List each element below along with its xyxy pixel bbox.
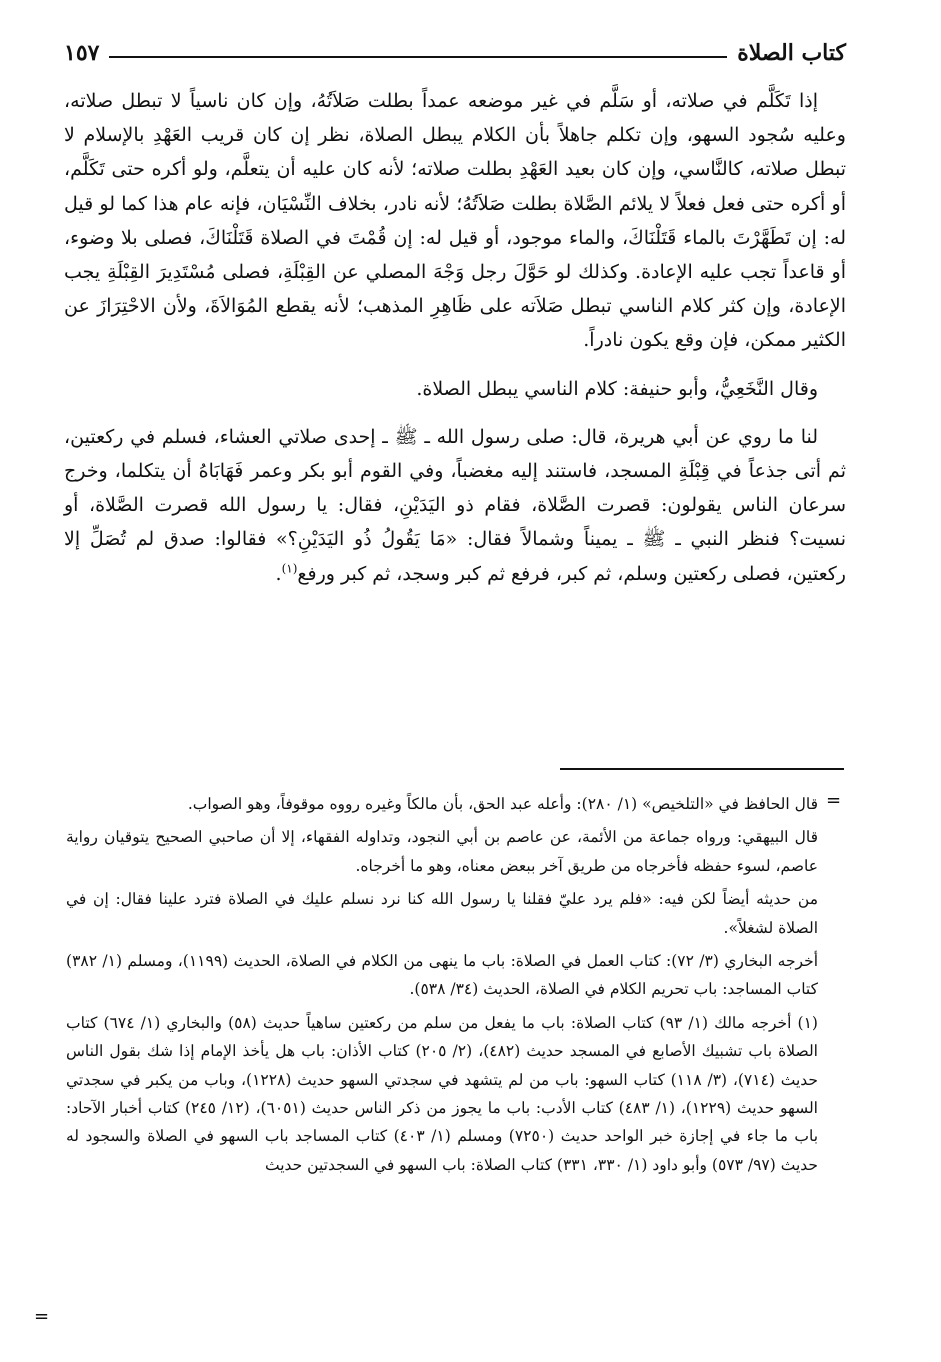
paragraph-2: وقال النَّخَعِيُّ، وأبو حنيفة: كلام الناسي يبطل الصلاة. bbox=[416, 377, 818, 400]
paragraph-3-text: لنا ما روي عن أبي هريرة، قال: صلى رسول الله ـ ﷺ ـ إحدى صلاتي العشاء، فسلم في ركعتين، ثم أتى جذعاً في قِبْلَةِ المسجد، فاستند إليه مغضباً، وفي القوم أبو بكر وعمر فَهَابَاهُ أن يتكلما، وخرج سرعان الناس يقولون: قصرت الصَّلاة، فقام ذو اليَدَيْنِ، فقال: يا رسول الله قصرت الصَّلاة، أو نسيت؟ فنظر النبي ـ ﷺ ـ يميناً وشمالاً فقال: «مَا يَقُولُ ذُو اليَدَيْنِ؟» فقالوا: صدق لم تُصَلِّ إلا ركعتين، فصلى ركعتين وسلم، ثم كبر، فرفع ثم كبر وسجد، ثم كبر ورفع bbox=[64, 425, 846, 585]
footnotes bbox=[66, 790, 818, 1184]
continued-mark: = bbox=[34, 1306, 50, 1327]
header-rule bbox=[109, 56, 727, 58]
footnote-continued-2: قال البيهقي: ورواه جماعة من الأئمة، عن عاصم بن أبي النجود، وتداوله الفقهاء، إلا أن صاحبي الصحيح يتوقيان رواية عاصم، لسوء حفظه فأخرجاه من طريق آخر ببعض معناه، وهو ما أخرجاه. bbox=[66, 828, 818, 875]
chapter-title: كتاب الصلاة bbox=[737, 40, 846, 66]
running-header bbox=[64, 28, 846, 64]
paragraph-3: لنا ما روي عن أبي هريرة، قال: صلى رسول الله ـ ﷺ ـ إحدى صلاتي العشاء، فسلم في ركعتين، ثم أتى جذعاً في قِبْلَةِ المسجد، فاستند إليه مغضباً، وفي القوم أبو بكر وعمر فَهَابَاهُ أن يتكلما، وخرج سرعان الناس يقولون: قصرت الصَّلاة، فقام ذو اليَدَيْنِ، فقال: يا رسول الله قصرت الصَّلاة، أو نسيت؟ فنظر النبي ـ ﷺ ـ يميناً وشمالاً فقال: «مَا يَقُولُ ذُو اليَدَيْنِ؟» فقالوا: صدق لم تُصَلِّ إلا ركعتين، فصلى ركعتين وسلم، ثم كبر، فرفع ثم كبر وسجد، ثم كبر ورفع$^{(١)}$. bbox=[64, 425, 846, 585]
main-text bbox=[64, 84, 846, 591]
footnote-continued-3: من حديثه أيضاً لكن فيه: «فلم يرد عليّ فقلنا يا رسول الله كنا نرد نسلم عليك في الصلاة فترد علينا فقال: إن في الصلاة لشغلاً». bbox=[66, 890, 818, 937]
footnote-continued-4: أخرجه البخاري (٣/ ٧٢): كتاب العمل في الصلاة: باب ما ينهى من الكلام في الصلاة، الحديث (١١٩٩)، ومسلم (١/ ٣٨٢) كتاب المساجد: باب تحريم الكلام في الصلاة، الحديث (٣٤/ ٥٣٨). bbox=[66, 952, 818, 999]
continuation-mark: = bbox=[826, 790, 842, 811]
footnote-1: (١) أخرجه مالك (١/ ٩٣) كتاب الصلاة: باب ما يفعل من سلم من ركعتين ساهياً حديث (٥٨) والبخاري (١/ ٦٧٤) كتاب الصلاة باب تشبيك الأصابع في المسجد حديث (٤٨٢)، (٢/ ٢٠٥) كتاب الأذان: باب هل يأخذ الإمام إذا شك بقول الناس حديث (٧١٤)، (٣/ ١١٨) كتاب السهو: باب من لم يتشهد في سجدتي السهو حديث (١٢٢٨)، وباب من يكبر في سجدتي السهو حديث (١٢٢٩)، (١/ ٤٨٣) كتاب الأدب: باب ما يجوز من ذكر الناس حديث (٦٠٥١)، (١٢/ ٢٤٥) كتاب أخبار الآحاد: باب ما جاء في إجازة خبر الواحد حديث (٧٢٥٠) ومسلم (١/ ٤٠٣) كتاب المساجد باب السهو في الصلاة والسجود له حديث (٩٧/ ٥٧٣) وأبو داود (١/ ٣٣٠، ٣٣١) كتاب الصلاة: باب السهو في السجدتين حديث bbox=[66, 1013, 819, 1174]
page-number: ١٥٧ bbox=[64, 40, 100, 66]
footnote-separator bbox=[560, 768, 844, 770]
footnote-continued-1: قال الحافظ في «التلخيص» (١/ ٢٨٠): وأعله عبد الحق، بأن مالكاً وغيره رووه موقوفاً، وهو الصواب. bbox=[187, 795, 818, 813]
paragraph-1: إذا تَكَلَّم في صلاته، أو سَلَّم في غير موضعه عمداً بطلت صَلاَتُهُ، وإن كان ناسياً لا تبطل صلاته، وعليه سُجود السهو، وإن تكلم جاهلاً بأن الكلام يبطل الصلاة، نظر إن كان قريب العَهْدِ بالإسلام لا تبطل صلاته، كالنَّاسي، وإن كان بعيد العَهْدِ بطلت صلاته؛ لأنه كان عليه أن يتعلَّم، ولو أكره حتى تَكَلَّم، أو أكره حتى فعل فعلاً لا يلائم الصَّلاة بطلت صَلاَتُهُ؛ لأنه نادر، بخلاف النِّسْيَان، فإنه عام هذا كما لو قيل له: إن تَطَهَّرْتَ بالماء قَتَلْنَاكَ، والماء موجود، أو قيل له: إن قُمْتَ في الصلاة قَتَلْنَاكَ، فصلى بلا وضوء، أو قاعداً تجب عليه الإعادة. وكذلك لو حَوَّلَ رجل وَجْهَ المصلي عن القِبْلَةِ، فصلى مُسْتَدِيرَ القِبْلَةِ يجب الإعادة، وإن كثر كلام الناسي تبطل صَلاَته على ظَاهِرِ المذهب؛ لأنه يقطع المُوَالاَةَ، ولأن الاحْتِرَازَ عن الكثير ممكن، فإن وقع يكون نادراً. bbox=[64, 90, 846, 352]
footnote-ref-1: (١) bbox=[281, 561, 298, 576]
